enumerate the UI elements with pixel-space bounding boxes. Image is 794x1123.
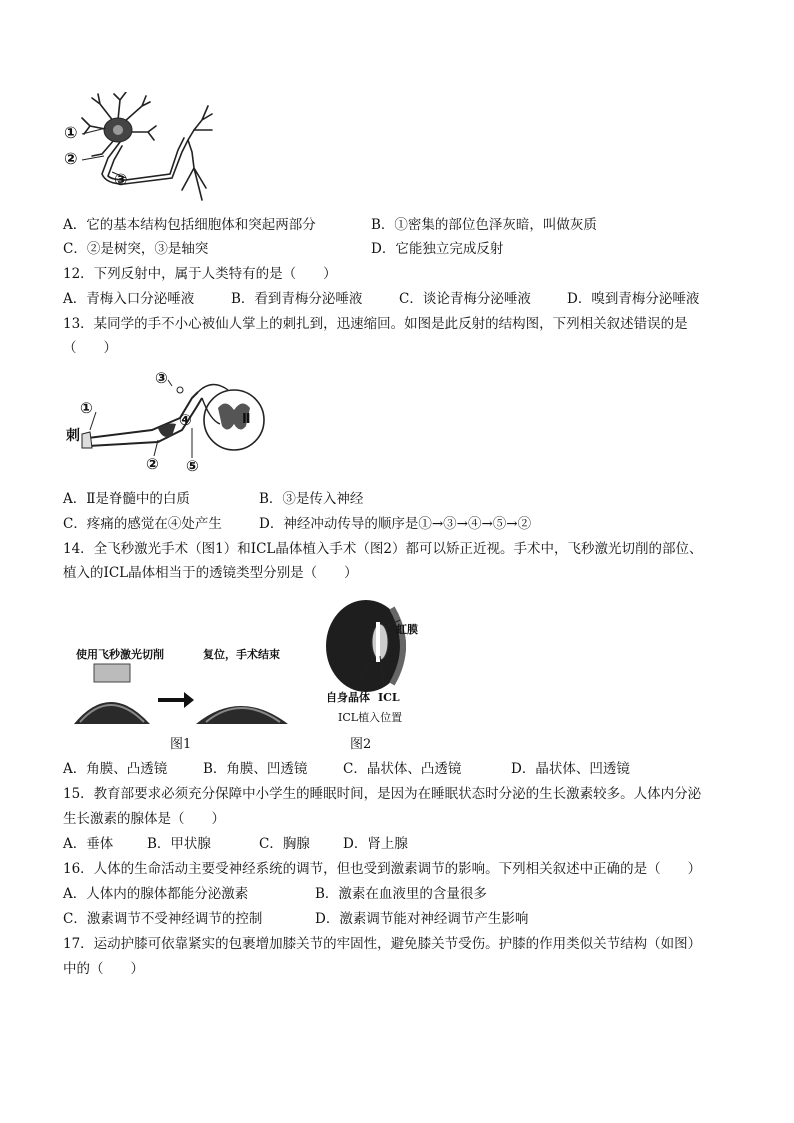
reflex-label-5: ⑤: [186, 457, 199, 475]
q16-option-a: A．人体内的腺体都能分泌激素: [63, 886, 249, 902]
q15-option-b: B．甲状腺: [147, 836, 211, 852]
reflex-label-3: ③: [155, 369, 168, 387]
fig2-label-position: ICL植入位置: [338, 711, 403, 724]
q14-option-a: A．角膜、凸透镜: [63, 761, 168, 777]
q13-stem-line1: 13．某同学的手不小心被仙人掌上的刺扎到，迅速缩回。如图是此反射的结构图，下列相关叙述错误的是: [63, 316, 688, 332]
fig1-text-done: 复位，手术结束: [203, 648, 280, 661]
q14-option-b: B．角膜、凹透镜: [203, 761, 308, 777]
q16-option-c: C．激素调节不受神经调节的控制: [63, 911, 263, 927]
q13-option-a: A．Ⅱ是脊髓中的白质: [63, 491, 190, 507]
q13-option-b: B．③是传入神经: [259, 491, 364, 507]
q12-stem: 12．下列反射中，属于人类特有的是（ ）: [63, 266, 337, 282]
q15-option-d: D．肾上腺: [343, 836, 408, 852]
fig1-caption: 图1: [170, 737, 192, 752]
q11-option-d: D．它能独立完成反射: [371, 241, 504, 257]
q16-option-d: D．激素调节能对神经调节产生影响: [315, 911, 529, 927]
q15-stem-line1: 15．教育部要求必须充分保障中小学生的睡眠时间，是因为在睡眠状态时分泌的生长激素较多。人体内分泌: [63, 786, 702, 802]
q13-stem-line2: （ ）: [63, 340, 117, 356]
q14-option-d: D．晶状体、凹透镜: [511, 761, 630, 777]
q16-stem: 16．人体的生命活动主要受神经系统的调节，但也受到激素调节的影响。下列相关叙述中正确的是（ ）: [63, 861, 702, 877]
q13-option-d: D．神经冲动传导的顺序是①→③→④→⑤→②: [259, 516, 532, 532]
q12-option-a: A．青梅入口分泌唾液: [63, 291, 195, 307]
fig2-label-icl: ICL: [378, 691, 400, 704]
fig2-caption: 图2: [350, 737, 372, 752]
fig2-label-iris: 虹膜: [396, 623, 418, 636]
reflex-label-white-matter: Ⅱ: [242, 412, 251, 427]
neuron-label-2: ②: [64, 149, 78, 168]
q13-option-c: C．疼痛的感觉在④处产生: [63, 516, 222, 532]
fig2-label-lens: 自身晶体: [326, 691, 370, 704]
reflex-label-2: ②: [146, 455, 159, 473]
neuron-label-1: ①: [64, 123, 78, 142]
q11-option-b: B．①密集的部位色泽灰暗，叫做灰质: [371, 217, 597, 233]
neuron-figure: [62, 92, 222, 210]
q15-option-c: C．胸腺: [259, 836, 310, 852]
neuron-label-3: ③: [114, 170, 128, 189]
q15-stem-line2: 生长激素的腺体是（ ）: [63, 811, 225, 827]
q16-option-b: B．激素在血液里的含量很多: [315, 886, 487, 902]
q17-stem-line1: 17．运动护膝可依靠紧实的包裹增加膝关节的牢固性，避免膝关节受伤。护膝的作用类似关节结构（如图）: [63, 936, 702, 952]
q11-option-a: A．它的基本结构包括细胞体和突起两部分: [63, 217, 316, 233]
q17-stem-line2: 中的（ ）: [63, 961, 144, 977]
fig1-text-cutting: 使用飞秒激光切削: [76, 648, 164, 661]
q12-option-b: B．看到青梅分泌唾液: [231, 291, 363, 307]
q14-stem-line2: 植入的ICL晶体相当于的透镜类型分别是（ ）: [63, 565, 358, 581]
q14-stem-line1: 14．全飞秒激光手术（图1）和ICL晶体植入手术（图2）都可以矫正近视。手术中，飞秒激光切削的部位、: [63, 541, 703, 557]
q14-option-c: C．晶状体、凸透镜: [343, 761, 462, 777]
laser-surgery-figure: [70, 660, 302, 728]
reflex-label-1: ①: [80, 399, 93, 417]
q15-option-a: A．垂体: [63, 836, 114, 852]
reflex-label-4: ④: [179, 411, 192, 429]
q12-option-c: C．谈论青梅分泌唾液: [399, 291, 531, 307]
reflex-label-thorn: 刺: [66, 428, 80, 444]
q12-option-d: D．嗅到青梅分泌唾液: [567, 291, 700, 307]
q11-option-c: C．②是树突，③是轴突: [63, 241, 209, 257]
